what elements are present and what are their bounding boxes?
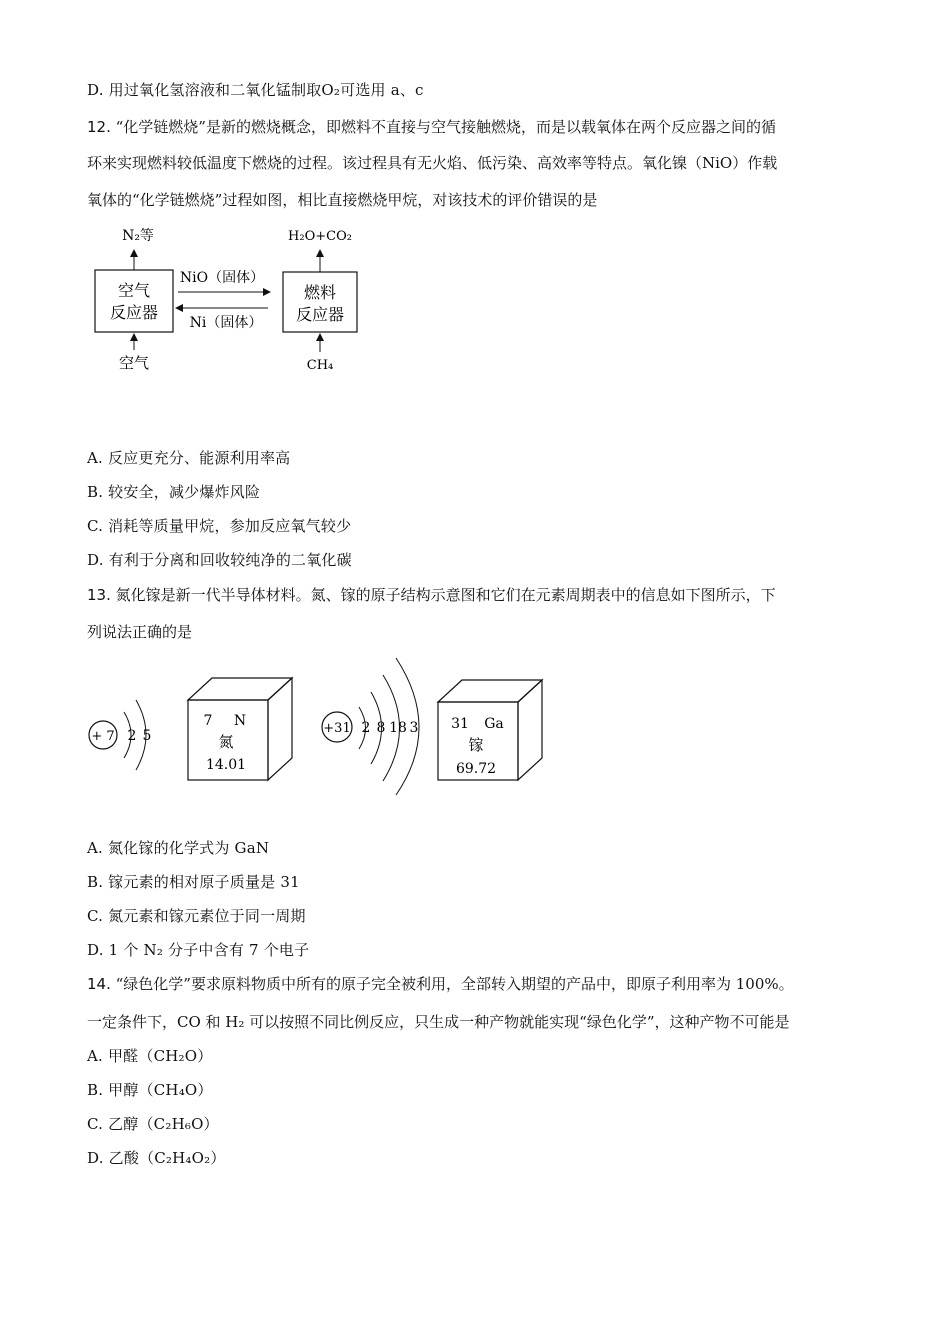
ga-shell-1-count: 2 xyxy=(361,720,371,736)
ga-shell-2-count: 8 xyxy=(376,720,386,736)
n-nucleus-charge: + 7 xyxy=(91,729,115,744)
ni-label: Ni（固体） xyxy=(189,315,263,331)
ga-name: 镓 xyxy=(468,736,484,754)
q12-stem-line1 xyxy=(87,117,776,137)
q13-option-d[interactable]: D. 1 个 N₂ 分子中含有 7 个电子 xyxy=(87,941,310,959)
n-shell-1-count: 2 xyxy=(127,728,137,744)
nio-label: NiO（固体） xyxy=(179,270,265,286)
q13-stem-text1: 氮化镓是新一代半导体材料。氮、镓的原子结构示意图和它们在元素周期表中的信息如下图所示，下 xyxy=(115,586,776,604)
q12-stem-text1: “化学链燃烧”是新的燃烧概念，即燃料不直接与空气接触燃烧，而是以载氧体在两个反应器之间的循 xyxy=(115,118,776,136)
q11-option-d: D. 用过氧化氢溶液和二氧化锰制取O₂可选用 a、c xyxy=(87,81,424,99)
n-atomic-number: 7 xyxy=(203,713,213,729)
q14-option-b[interactable]: B. 甲醇（CH₄O） xyxy=(87,1081,213,1099)
ga-nucleus-charge: +31 xyxy=(323,721,351,736)
air-reactor-label2: 反应器 xyxy=(109,303,159,322)
n-shell-2-count: 5 xyxy=(142,728,152,744)
q14-stem-text1: “绿色化学”要求原料物质中所有的原子完全被利用，全部转入期望的产品中，即原子利用率为 100%。 xyxy=(115,975,794,993)
q12-stem-line3: 氧体的“化学链燃烧”过程如图，相比直接燃烧甲烷，对该技术的评价错误的是 xyxy=(87,191,598,209)
q13-number: 13. xyxy=(87,586,111,604)
fuel-output-label: H₂O+CO₂ xyxy=(288,229,352,244)
q13-option-b[interactable]: B. 镓元素的相对原子质量是 31 xyxy=(87,873,300,891)
fuel-reactor-label2: 反应器 xyxy=(295,305,345,324)
ga-mass: 69.72 xyxy=(455,761,497,777)
ga-symbol: Ga xyxy=(484,716,504,732)
n-name: 氮 xyxy=(218,733,234,751)
air-input-label: 空气 xyxy=(118,354,150,372)
fuel-reactor-label1: 燃料 xyxy=(303,283,337,302)
q14-stem-line2: 一定条件下，CO 和 H₂ 可以按照不同比例反应，只生成一种产物就能实现“绿色化学”，这种产物不可能是 xyxy=(87,1013,790,1031)
q12-option-d[interactable]: D. 有利于分离和回收较纯净的二氧化碳 xyxy=(87,551,352,569)
ga-shell-4-count: 3 xyxy=(409,720,419,736)
q13-stem-line1 xyxy=(87,585,776,605)
q14-number: 14. xyxy=(87,975,111,993)
q12-stem-line2: 环来实现燃料较低温度下燃烧的过程。该过程具有无火焰、低污染、高效率等特点。氧化镍（NiO）作载 xyxy=(87,154,778,172)
q14-option-d[interactable]: D. 乙酸（C₂H₄O₂） xyxy=(87,1149,226,1167)
q12-option-a[interactable]: A. 反应更充分、能源利用率高 xyxy=(87,449,291,467)
q14-option-a[interactable]: A. 甲醛（CH₂O） xyxy=(87,1047,213,1065)
fuel-input-label: CH₄ xyxy=(306,358,334,373)
q12-number: 12. xyxy=(87,118,111,136)
n-symbol: N xyxy=(233,713,247,729)
ga-shell-3-count: 18 xyxy=(389,720,407,736)
q13-option-c[interactable]: C. 氮元素和镓元素位于同一周期 xyxy=(87,907,306,925)
q12-option-c[interactable]: C. 消耗等质量甲烷，参加反应氧气较少 xyxy=(87,517,352,535)
q14-stem-line1 xyxy=(87,974,794,994)
q14-option-c[interactable]: C. 乙醇（C₂H₆O） xyxy=(87,1115,219,1133)
air-reactor-box xyxy=(95,270,173,332)
q12-chemical-looping-diagram xyxy=(80,220,380,380)
ga-atomic-number: 31 xyxy=(451,716,469,732)
air-reactor-label1: 空气 xyxy=(117,281,151,300)
air-output-label: N₂等 xyxy=(122,228,154,244)
q12-option-b[interactable]: B. 较安全，减少爆炸风险 xyxy=(87,483,261,501)
q13-stem-line2: 列说法正确的是 xyxy=(87,623,193,641)
q13-atom-diagrams xyxy=(80,650,560,800)
q13-option-a[interactable]: A. 氮化镓的化学式为 GaN xyxy=(87,839,270,857)
n-mass: 14.01 xyxy=(205,757,247,773)
